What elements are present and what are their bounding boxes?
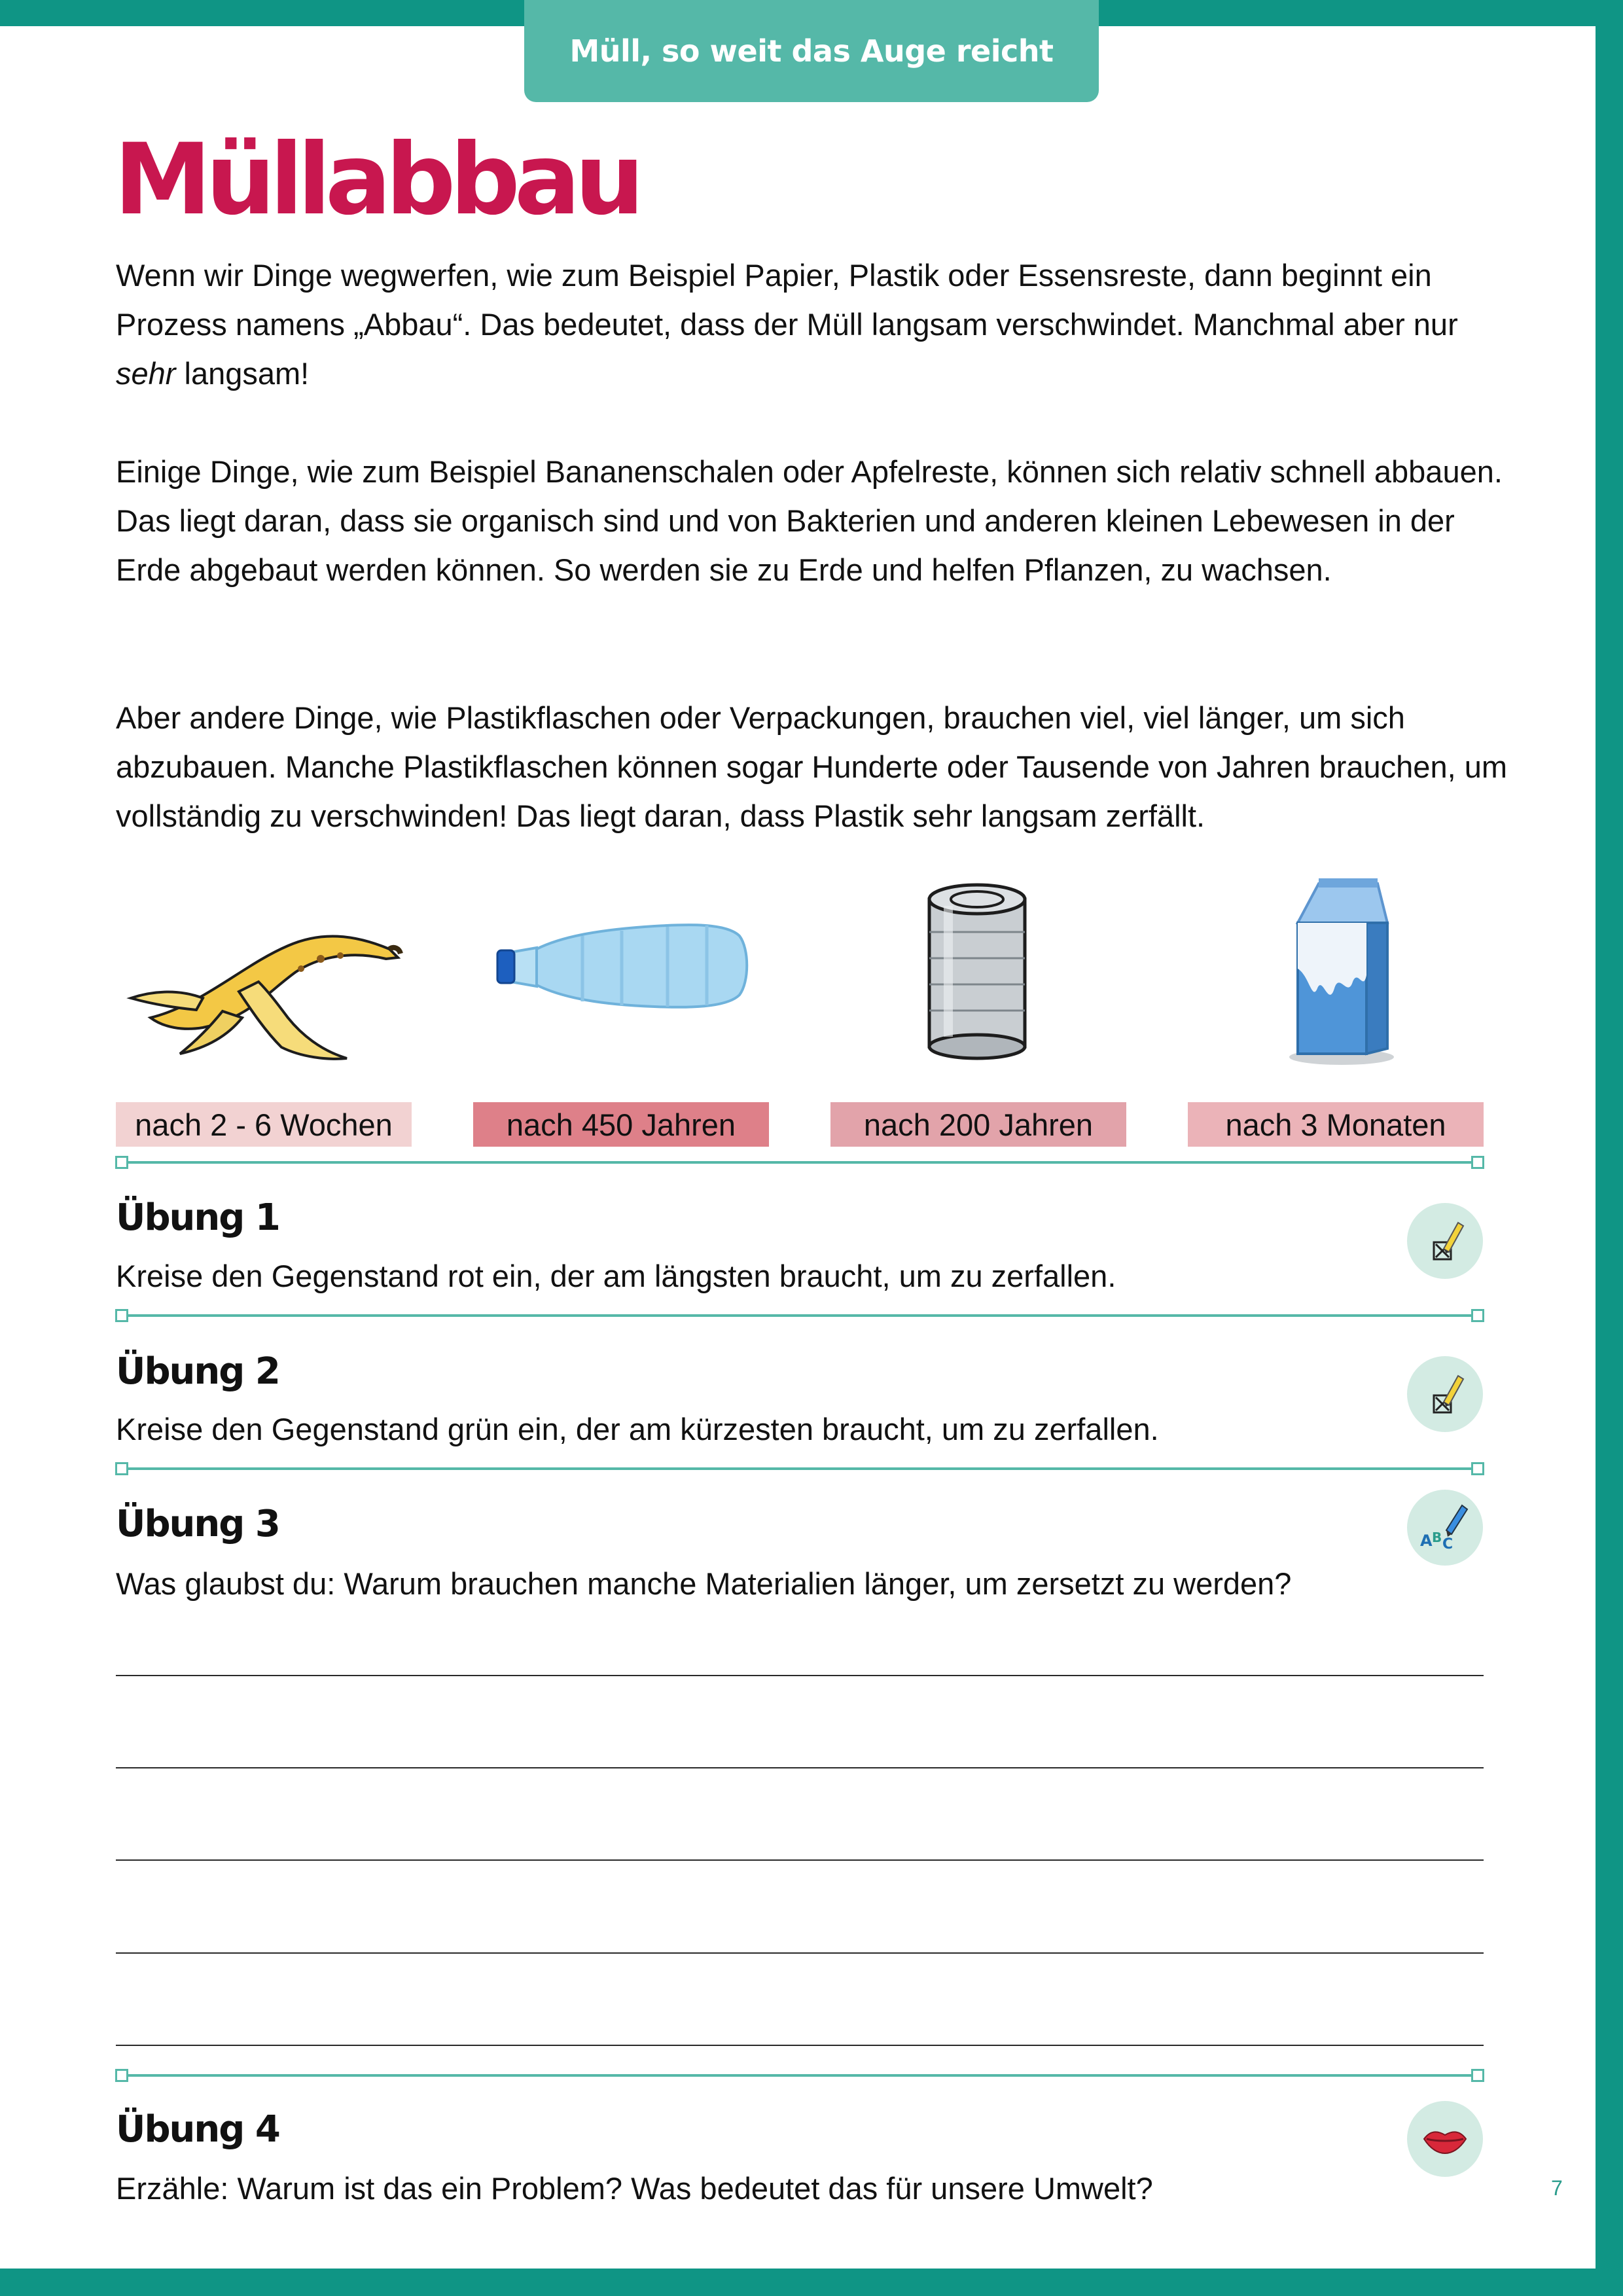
- intro-paragraph-2: Einige Dinge, wie zum Beispiel Bananenschalen oder Apfelreste, können sich relativ schnell abbauen. Das liegt daran, dass sie organisch sind und von Bakterien und anderen kleinen Lebewesen in der Erde abgebaut werden können. So werden sie zu Erde und helfen Pflanzen, zu wachsen.: [116, 454, 1503, 587]
- section-divider: [122, 1467, 1478, 1470]
- plastic-bottle-icon: [491, 910, 753, 1021]
- intro-paragraph-3: Aber andere Dinge, wie Plastikflaschen oder Verpackungen, brauchen viel, viel länger, um sich abzubauen. Manche Plastikflaschen können sogar Hunderte oder Tausende von Jahren brauchen, um vollständig zu verschwinden! Das liegt daran, dass Plastik sehr langsam zerfällt.: [116, 700, 1507, 833]
- exercise-4-title: Übung 4: [116, 2108, 279, 2151]
- section-divider: [122, 2074, 1478, 2077]
- answer-line[interactable]: [116, 1675, 1484, 1676]
- banana-peel-icon: [124, 920, 406, 1064]
- intro-text: Wenn wir Dinge wegwerfen, wie zum Beispiel Papier, Plastik oder Essensreste, dann beginnt ein Prozess namens „Abbau“. Das bedeutet, dass der Müll langsam verschwindet. Manchmal aber nur: [116, 258, 1458, 342]
- decay-label-milk-carton: nach 3 Monaten: [1188, 1102, 1484, 1147]
- decay-label-banana: nach 2 - 6 Wochen: [116, 1102, 412, 1147]
- lips-icon: [1407, 2101, 1483, 2177]
- page-title: Müllabbau: [114, 123, 639, 237]
- chapter-tab: Müll, so weit das Auge reicht: [524, 0, 1099, 102]
- section-divider: [122, 1314, 1478, 1317]
- bottom-border: [0, 2269, 1623, 2296]
- pencil-check-icon: [1407, 1203, 1483, 1279]
- answer-line[interactable]: [116, 2045, 1484, 2046]
- tin-can-icon: [924, 880, 1030, 1063]
- decay-label-can: nach 200 Jahren: [830, 1102, 1126, 1147]
- page-number: 7: [1551, 2176, 1563, 2200]
- pencil-check-icon: [1407, 1356, 1483, 1432]
- answer-line[interactable]: [116, 1952, 1484, 1954]
- intro-text: langsam!: [175, 356, 310, 391]
- exercise-4-text: Erzähle: Warum ist das ein Problem? Was bedeutet das für unsere Umwelt?: [116, 2171, 1153, 2206]
- exercise-2-text: Kreise den Gegenstand grün ein, der am kürzesten braucht, um zu zerfallen.: [116, 1412, 1159, 1446]
- svg-text:A: A: [1420, 1532, 1433, 1550]
- intro-paragraph-1: [116, 251, 1510, 398]
- answer-line[interactable]: [116, 1859, 1484, 1861]
- answer-line[interactable]: [116, 1767, 1484, 1768]
- section-divider: [122, 1161, 1478, 1164]
- exercise-3-title: Übung 3: [116, 1503, 279, 1545]
- right-border: [1596, 0, 1623, 2296]
- pencil-abc-icon: [1407, 1490, 1483, 1566]
- exercise-1-title: Übung 1: [116, 1196, 279, 1239]
- intro-emphasis: sehr: [116, 356, 176, 391]
- decay-label-bottle: nach 450 Jahren: [473, 1102, 769, 1147]
- exercise-1-text: Kreise den Gegenstand rot ein, der am längsten braucht, um zu zerfallen.: [116, 1259, 1116, 1293]
- milk-carton-icon: [1279, 877, 1394, 1067]
- exercise-3-text: Was glaubst du: Warum brauchen manche Materialien länger, um zersetzt zu werden?: [116, 1566, 1292, 1601]
- svg-text:B: B: [1432, 1530, 1442, 1545]
- exercise-2-title: Übung 2: [116, 1350, 279, 1393]
- svg-text:C: C: [1442, 1536, 1454, 1552]
